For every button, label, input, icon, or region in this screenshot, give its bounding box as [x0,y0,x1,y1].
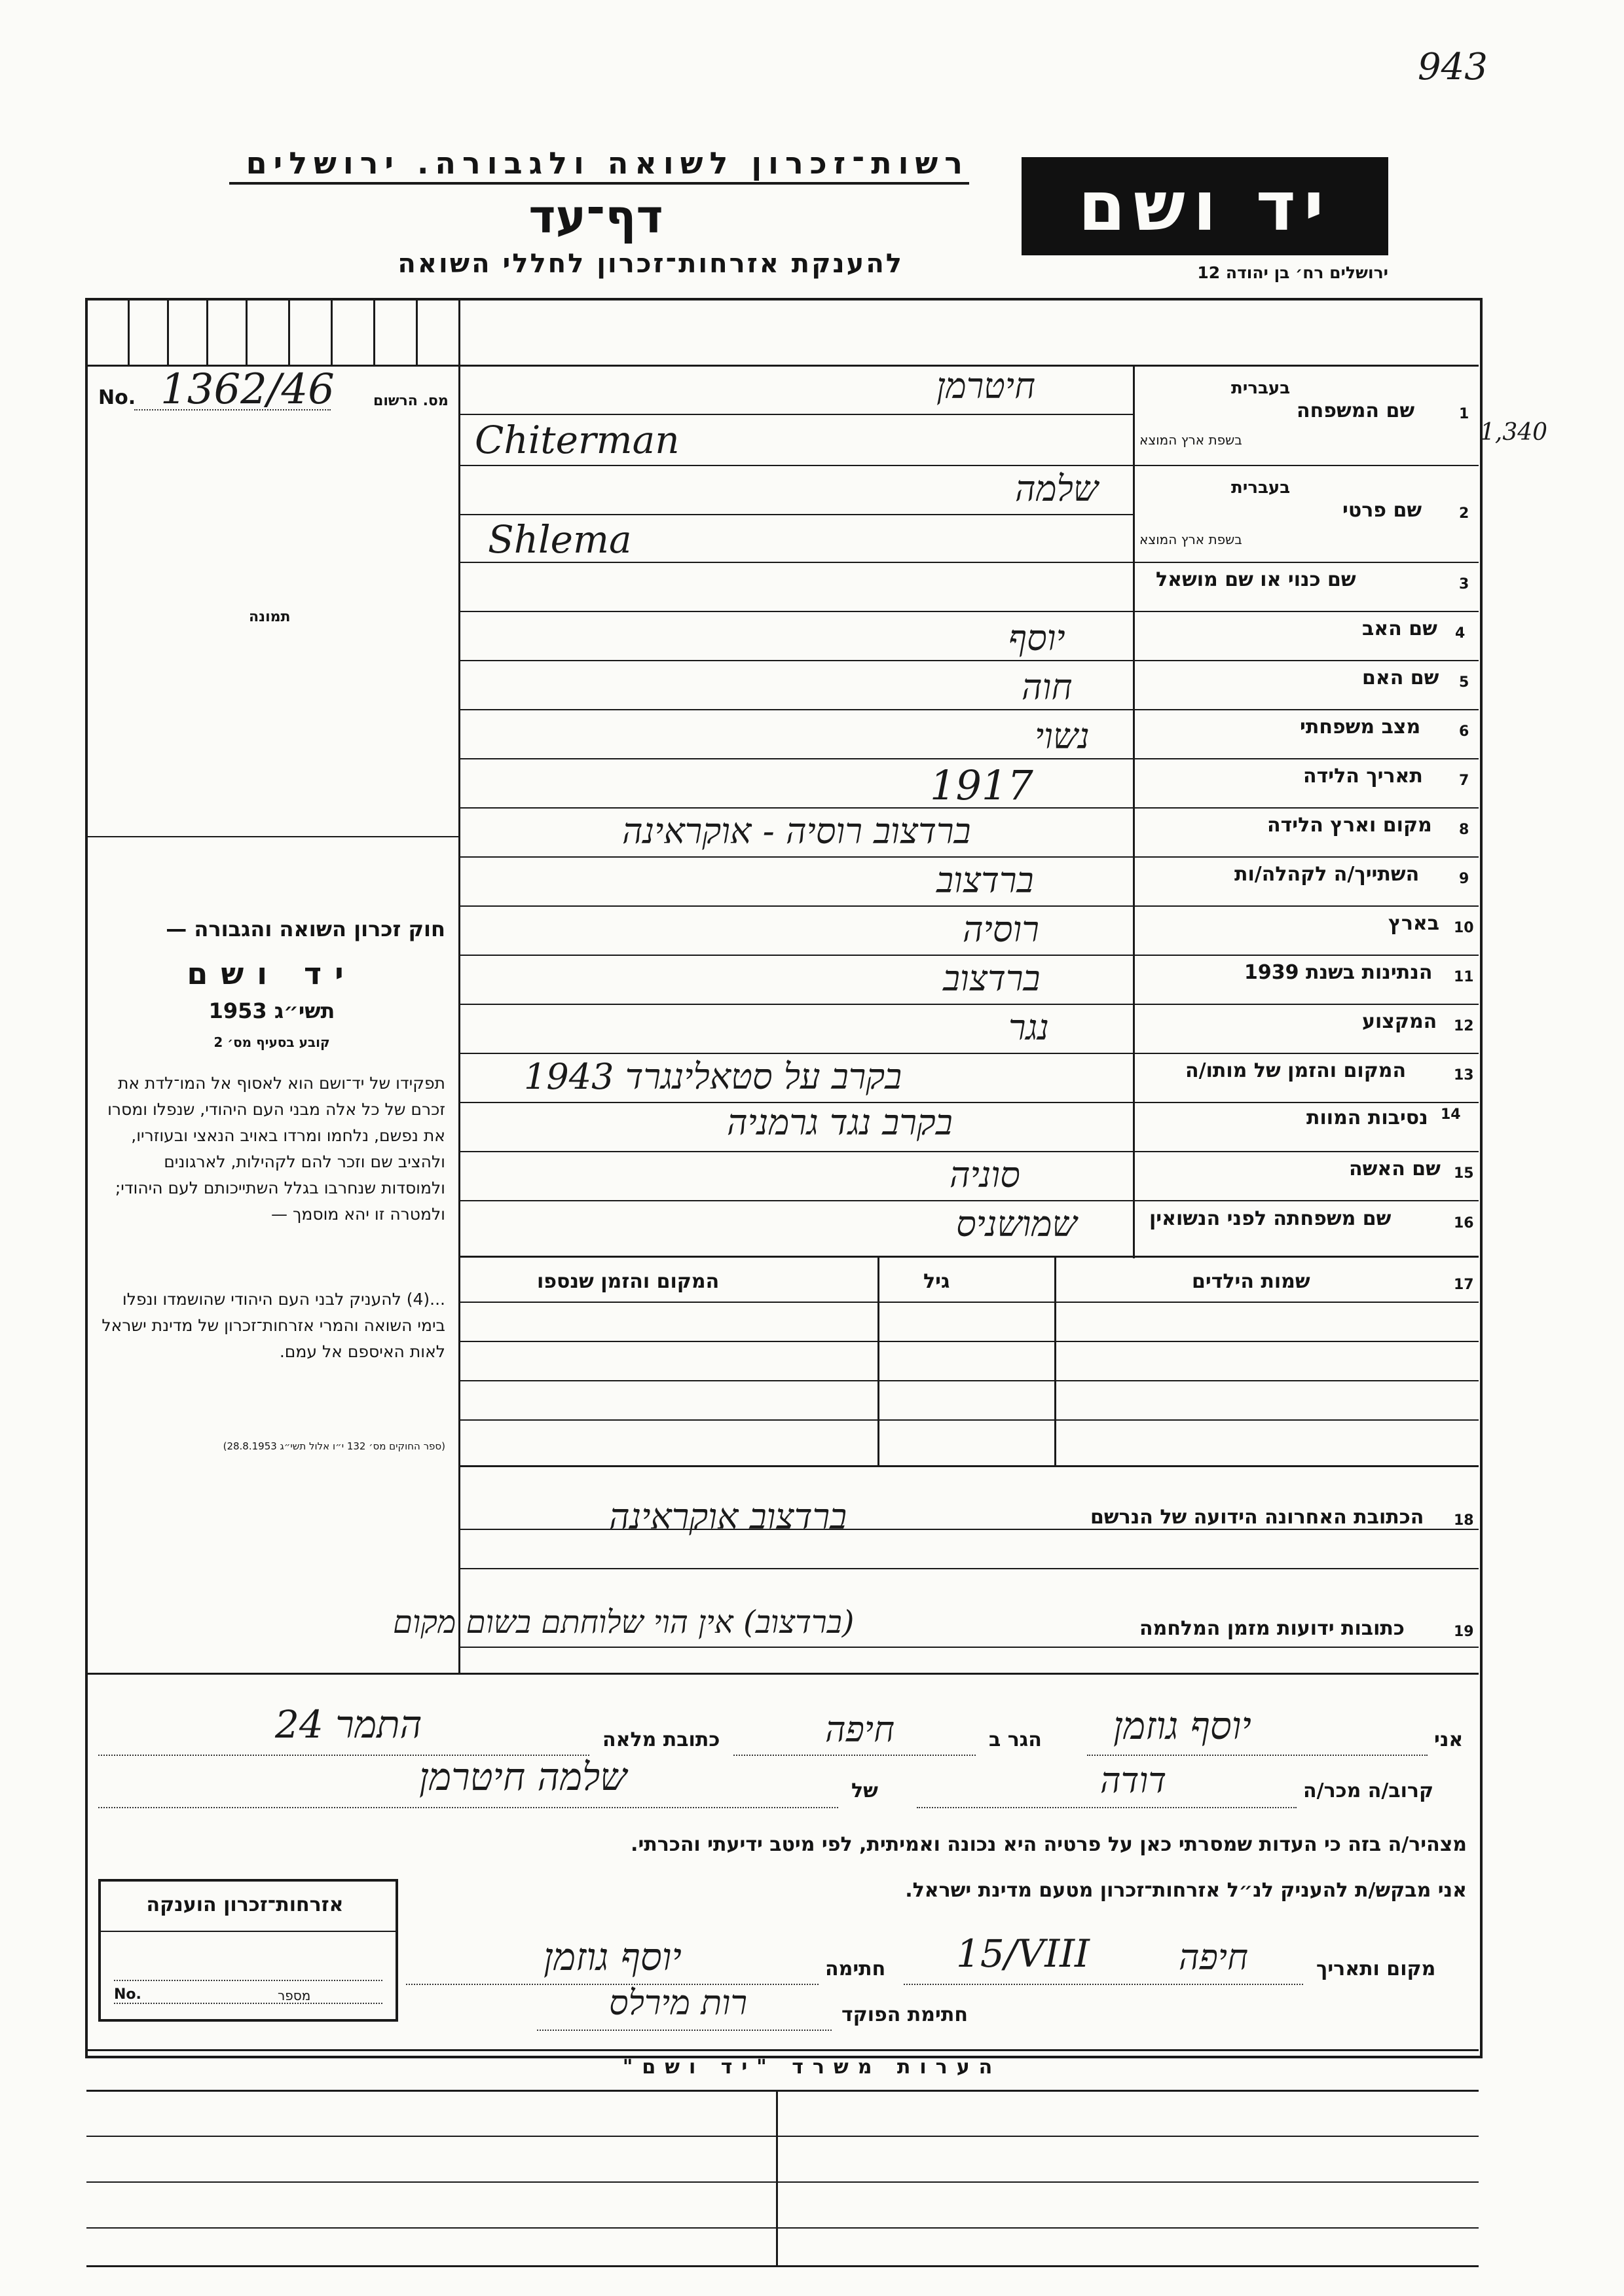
country-value[interactable]: רוסיה [963,909,1039,950]
dotted-line [98,1807,838,1808]
decl-resides-label: הגר ב [989,1728,1042,1751]
field-label-mother: שם האם [1362,666,1439,689]
registration-no-label: No. [98,386,136,409]
row-rule-inner [458,414,1133,415]
row-rule [458,856,1479,858]
declarant-name[interactable]: יוסף גוזמן [1113,1704,1251,1748]
table-divider [877,1256,879,1465]
logo-text: יד ושם [1078,166,1332,246]
margin-note: 1,340 [1480,419,1548,446]
field-number: 13 [1454,1067,1474,1084]
row-rule [458,1102,1479,1103]
box-dotted [114,2003,382,2004]
section-rule [86,2265,1479,2267]
section-rule [86,2090,1479,2092]
strip-divider [246,300,248,365]
citizenship-box-number-label: מספר [278,1988,311,2003]
box-dotted [114,1980,382,1981]
field-number: 2 [1459,505,1469,522]
signing-date[interactable]: 15/VIII [956,1931,1090,1976]
row-rule [458,1151,1479,1152]
field-label-father: שם האב [1362,617,1437,640]
death-circumstances-value[interactable]: בקרב נגד גרמניה [727,1102,953,1143]
row-rule [458,955,1479,956]
origin-label: בשפת ארץ המוצא [1139,532,1242,547]
birth-place-value[interactable]: ברדצוב רוסיה - אוקראינה [622,811,971,852]
law-reference: (ספר החוקים מס׳ 132 י״ו אלול תשי״ג 28.8.1953) [223,1440,445,1452]
citizenship-box-title: אזרחות־זכרון הוענקה [146,1893,344,1916]
strip-divider [331,300,333,365]
row-rule [458,1256,1479,1258]
row-rule [458,1004,1479,1005]
office-notes-title: הערות משרד "יד ושם" [622,2056,1002,2079]
field-number: 14 [1441,1106,1461,1123]
field-label-nickname: שם כנוי או שם מושאל [1156,568,1356,591]
children-age-header: גיל [923,1270,950,1293]
row-rule-inner [458,514,1133,515]
children-death-place-header: המקום והזמן שנספו [537,1270,720,1293]
dotted-line [537,2030,832,2031]
dotted-line [917,1807,1297,1808]
dotted-line [904,1984,1303,1985]
field-label-wife-name: שם האשה [1349,1157,1441,1180]
profession-value[interactable]: נגר [1008,1007,1049,1048]
citizenship-box-no: No. [114,1986,141,2003]
field-label-wartime-addresses: כתובות ידועות מזמן המלחמה [1139,1617,1405,1640]
field-number: 19 [1454,1624,1474,1640]
law-name: יד ושם [187,956,357,991]
field-number: 6 [1459,723,1469,740]
page-number: 943 [1418,46,1488,88]
table-divider [1054,1256,1056,1465]
field-label-maiden-name: שם משפחתה לפני הנשואין [1149,1207,1392,1230]
declarant-city[interactable]: חיפה [825,1709,895,1750]
field-number: 7 [1459,773,1469,789]
father-name-value[interactable]: יוסף [1008,617,1065,659]
photo-bottom-rule [86,836,458,837]
decl-place-date-label: מקום ותאריך [1316,1958,1436,1980]
notes-divider [776,2090,778,2267]
law-year: תשי״ג 1953 [208,998,335,1023]
field-number: 3 [1459,576,1469,592]
subject-name[interactable]: שלמה חיטרמן [419,1755,627,1799]
registration-label: מס. הרשום [373,393,449,409]
field-label-marital-status: מצב משפחתי [1300,716,1421,738]
row-rule [458,562,1479,563]
wartime-addresses-value[interactable]: (ברדצוב) אין הוי שלוחתם בשום מקום [393,1604,855,1641]
law-section: קובע בסעיף מס׳ 2 [213,1034,330,1050]
hebrew-label: בעברית [1231,378,1291,398]
field-number: 18 [1454,1512,1474,1529]
institution-name: רשות־זכרון לשואה ולגבורה. ירושלים [229,145,969,185]
form-subtitle: להענקת אזרחות־זכרון לחללי השואה [397,249,904,279]
decl-address-label: כתובת מלאה [602,1728,720,1751]
field-label-profession: המקצוע [1362,1010,1437,1033]
row-rule [458,1647,1479,1648]
birth-date-value[interactable]: 1917 [930,761,1033,809]
decl-ani-label: אני [1434,1728,1464,1751]
row-rule [458,1302,1479,1303]
field-number: 15 [1454,1165,1474,1182]
row-rule [458,905,1479,907]
dotted-line [134,409,331,410]
official-signature-label: חתימת הפוקד [841,2003,968,2026]
field-number: 8 [1459,822,1469,838]
field-number: 9 [1459,871,1469,887]
field-label-community: השתייך/ה לקהלה/ות [1234,863,1420,886]
row-rule [458,1200,1479,1201]
field-number: 11 [1454,969,1474,985]
header-address: ירושלים רח׳ בן יהודה 12 [1197,263,1388,282]
wife-name-value[interactable]: סוניה [950,1154,1020,1195]
strip-divider [373,300,375,365]
declarant-signature[interactable]: יוסף גוזמן [544,1935,682,1979]
law-paragraph-2: ...(4) להעניק לבני העם היהודי שהושמדו ונפלו בימי השואה והמרי אזרחות־זכרון של מדינת ישראל לאות האיספם אל עמם. [101,1290,445,1361]
box-rule [101,1931,396,1932]
dotted-line [1087,1755,1428,1756]
row-rule [458,465,1479,466]
row-rule [458,758,1479,759]
law-paragraph-1: תפקידו של יד־ושם הוא לאסוף אל המו־לדת את זכרם של כל אלה מבני העם היהודי, שנפלו ומסרו את נפשם, נלחמו ומרדו באויב הנאצי ובעוזריו, ולהציב שם וזכר להם לקהילות, לארגונים ולמוסדות שנחרבו בגלל השתייכותם לעם היהודי; ולמטרה זו יהא מוסמך — [107,1074,445,1224]
section-rule [86,2049,1479,2051]
maiden-name-value[interactable]: שמושניס [956,1203,1077,1245]
field-number: 12 [1454,1018,1474,1034]
label-column-divider [1133,365,1135,1258]
row-rule [458,1053,1479,1054]
hebrew-label: בעברית [1231,478,1291,498]
registration-number: 1362/46 [160,365,335,414]
children-names-header: שמות הילדים [1192,1270,1310,1293]
notes-rule [86,2136,1479,2137]
section-rule [86,1673,1479,1675]
notes-rule [86,2181,1479,2183]
row-rule [458,611,1479,612]
row-rule [458,709,1479,710]
field-label-citizenship-1939: הנתינות בשנת 1939 [1244,961,1433,984]
row-rule [458,1380,1479,1381]
field-number: 16 [1454,1215,1474,1231]
official-signature[interactable]: רות מירלס [609,1984,747,2023]
declaration-statement: מצהיר/ה בזה כי העדות שמסרתי כאן על פרטיה היא נכונה ואמיתית, לפי מיטב ידיעתי והכרתי. [631,1833,1467,1856]
law-title: חוק זכרון השואה והגבורה — [166,917,445,941]
family-name-origin[interactable]: Chiterman [475,418,680,462]
field-label-first-name: שם פרטי [1342,499,1422,522]
field-label-country: בארץ [1388,912,1440,935]
last-address-value[interactable]: ברדצוב אוקראינה [609,1496,847,1537]
citizenship-value[interactable]: ברדצוב [943,958,1041,999]
signing-place[interactable]: חיפה [1179,1937,1249,1978]
field-label-birth-place: מקום וארץ הלידה [1267,814,1432,837]
strip-divider [167,300,169,365]
strip-divider [416,300,418,365]
form-title: דף־עד [528,190,663,244]
photo-label: תמונה [249,609,291,625]
row-rule [458,1341,1479,1342]
declarant-relation[interactable]: דודה [1100,1760,1167,1801]
request-statement: אני מבקש/ת להעניק לנ״ל אזרחות־זכרון מטעם מדינת ישראל. [905,1879,1467,1902]
community-value[interactable]: ברדצוב [936,860,1034,901]
dotted-line [733,1755,976,1756]
declarant-address[interactable]: התמר 24 [275,1702,422,1747]
field-number: 17 [1454,1277,1474,1293]
decl-relation-label: קרוב/ה מכר/ה [1303,1779,1434,1802]
field-label-death-place-time: המקום והזמן של מותו/ה [1185,1059,1407,1082]
field-number: 10 [1454,920,1474,936]
origin-label: בשפת ארץ המוצא [1139,432,1242,448]
death-place-value[interactable]: בקרב על סטאלינגרד 1943 [524,1056,902,1097]
field-number: 4 [1455,625,1466,642]
row-rule [458,660,1479,661]
row-rule [458,1419,1479,1421]
row-rule [458,1465,1479,1467]
row-rule [458,1568,1479,1569]
strip-divider [128,300,130,365]
strip-divider [206,300,208,365]
yad-vashem-logo [1022,157,1388,255]
first-name-hebrew[interactable]: שלמה [1015,468,1099,509]
citizenship-box [98,1879,398,2022]
field-label-death-circumstances: נסיבות המוות [1306,1106,1428,1129]
notes-rule [86,2227,1479,2229]
field-label-last-address: הכתובת האחרונה הידועה של הנרשם [1090,1506,1424,1529]
field-number: 5 [1459,674,1469,691]
first-name-origin[interactable]: Shlema [488,517,632,562]
field-label-family-name: שם המשפחה [1297,399,1415,422]
field-label-birth-date: תאריך הלידה [1303,765,1423,788]
marital-status-value[interactable]: נשוי [1035,716,1090,757]
decl-of-label: של [851,1779,878,1802]
mother-name-value[interactable]: חוה [1022,666,1073,708]
decl-signature-label: חתימה [825,1958,886,1980]
family-name-hebrew[interactable]: חיטרמן [936,365,1036,407]
field-number: 1 [1459,406,1469,422]
strip-divider [288,300,290,365]
